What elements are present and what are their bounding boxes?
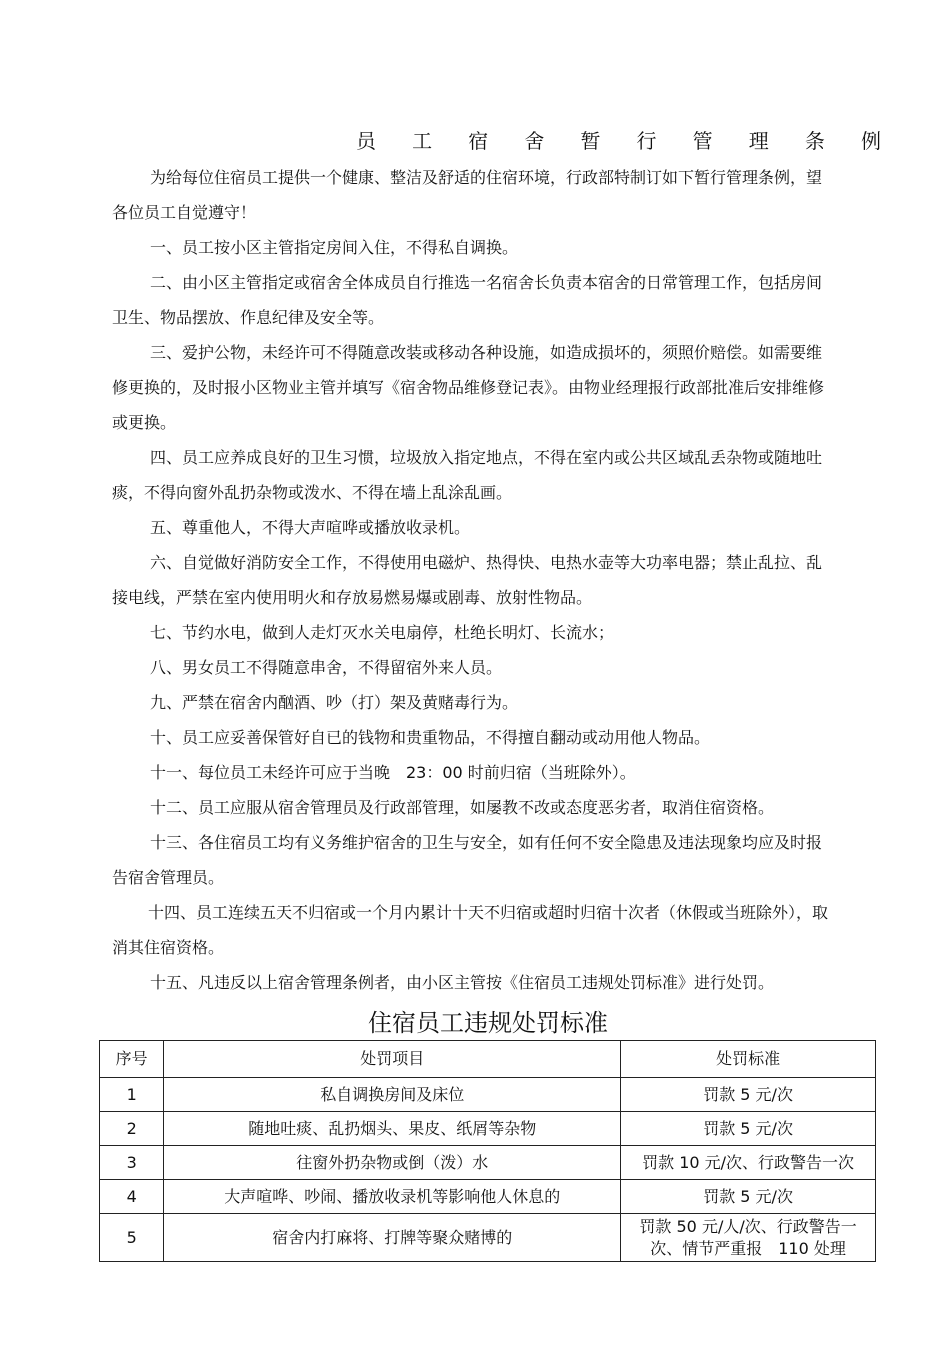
rule-paragraph: 十四、员工连续五天不归宿或一个月内累计十天不归宿或超时归宿十次者（休假或当班除外），取消其住宿资格。 [112, 903, 829, 957]
title-char: 条 [804, 129, 825, 153]
cell-no: 4 [100, 1180, 164, 1214]
cell-standard: 罚款 5 元/次 [621, 1180, 876, 1214]
table-row [100, 1180, 876, 1214]
title-char: 暂 [580, 129, 601, 153]
rule-paragraph: 五、尊重他人，不得大声喧哗或播放收录机。 [150, 518, 471, 537]
title-char: 员 [356, 129, 376, 153]
header-cell-no: 序号 [100, 1041, 164, 1078]
rule-paragraph: 九、严禁在宿舍内酗酒、吵（打）架及黄赌毒行为。 [150, 693, 519, 712]
intro-paragraph: 为给每位住宿员工提供一个健康、整洁及舒适的住宿环境，行政部特制订如下暂行管理条例，望各位员工自觉遵守！ [112, 168, 823, 222]
rule-paragraph: 二、由小区主管指定或宿舍全体成员自行推选一名宿舍长负责本宿舍的日常管理工作，包括房间卫生、物品摆放、作息纪律及安全等。 [112, 273, 823, 327]
cell-item: 宿舍内打麻将、打牌等聚众赌博的 [164, 1214, 621, 1262]
header-cell-standard: 处罚标准 [621, 1041, 876, 1078]
cell-item: 随地吐痰、乱扔烟头、果皮、纸屑等杂物 [164, 1112, 621, 1146]
regulation-body [112, 160, 832, 1000]
penalty-table-title: 住宿员工违规处罚标准 [368, 1009, 608, 1037]
rule-paragraph: 十三、各住宿员工均有义务维护宿舍的卫生与安全，如有任何不安全隐患及违法现象均应及时报告宿舍管理员。 [112, 833, 823, 887]
title-char: 例 [860, 129, 881, 153]
rule-paragraph: 六、自觉做好消防安全工作，不得使用电磁炉、热得快、电热水壶等大功率电器；禁止乱拉、乱接电线，严禁在室内使用明火和存放易燃易爆或剧毒、放射性物品。 [112, 553, 823, 607]
rule-paragraph: 三、爱护公物，未经许可不得随意改装或移动各种设施，如造成损坏的，须照价赔偿。如需要维修更换的，及时报小区物业主管并填写《宿舍物品维修登记表》。由物业经理报行政部批准后安排维修或更换。 [112, 343, 825, 432]
cell-no: 1 [100, 1078, 164, 1112]
cell-standard: 罚款 10 元/次、行政警告一次 [621, 1146, 876, 1180]
table-row [100, 1078, 876, 1112]
cell-item: 大声喧哗、吵闹、播放收录机等影响他人休息的 [164, 1180, 621, 1214]
cell-standard: 罚款 5 元/次 [621, 1112, 876, 1146]
rule-paragraph: 十一、每位员工未经许可应于当晚 23：00 时前归宿（当班除外）。 [150, 763, 636, 782]
title-char: 宿 [468, 129, 489, 153]
cell-standard: 罚款 5 元/次 [621, 1078, 876, 1112]
table-row [100, 1112, 876, 1146]
title-char: 行 [636, 129, 657, 153]
rule-paragraph: 十五、凡违反以上宿舍管理条例者，由小区主管按《住宿员工违规处罚标准》进行处罚。 [150, 973, 775, 992]
document-title [356, 127, 881, 155]
title-char: 舍 [524, 129, 545, 153]
cell-item: 往窗外扔杂物或倒（泼）水 [164, 1146, 621, 1180]
title-char: 管 [692, 129, 713, 153]
rule-paragraph: 八、男女员工不得随意串舍，不得留宿外来人员。 [150, 658, 503, 677]
rule-paragraph: 七、节约水电，做到人走灯灭水关电扇停，杜绝长明灯、长流水； [150, 623, 615, 642]
table-row [100, 1146, 876, 1180]
header-cell-item: 处罚项目 [164, 1041, 621, 1078]
rule-paragraph: 十、员工应妥善保管好自已的钱物和贵重物品，不得擅自翻动或动用他人物品。 [150, 728, 711, 747]
table-header-row [100, 1041, 876, 1078]
rule-paragraph: 四、员工应养成良好的卫生习惯，垃圾放入指定地点，不得在室内或公共区域乱丢杂物或随地吐痰，不得向窗外乱扔杂物或泼水、不得在墙上乱涂乱画。 [112, 448, 823, 502]
title-char: 工 [412, 129, 433, 153]
penalty-table [99, 1040, 876, 1262]
title-char: 理 [748, 129, 769, 153]
table-row [100, 1214, 876, 1262]
cell-no: 2 [100, 1112, 164, 1146]
cell-no: 5 [100, 1214, 164, 1262]
rule-paragraph: 十二、员工应服从宿舍管理员及行政部管理，如屡教不改或态度恶劣者，取消住宿资格。 [150, 798, 775, 817]
cell-standard: 罚款 50 元/人/次、行政警告一次、情节严重报 110 处理 [621, 1214, 876, 1262]
cell-no: 3 [100, 1146, 164, 1180]
rule-paragraph: 一、员工按小区主管指定房间入住，不得私自调换。 [150, 238, 519, 257]
cell-item: 私自调换房间及床位 [164, 1078, 621, 1112]
